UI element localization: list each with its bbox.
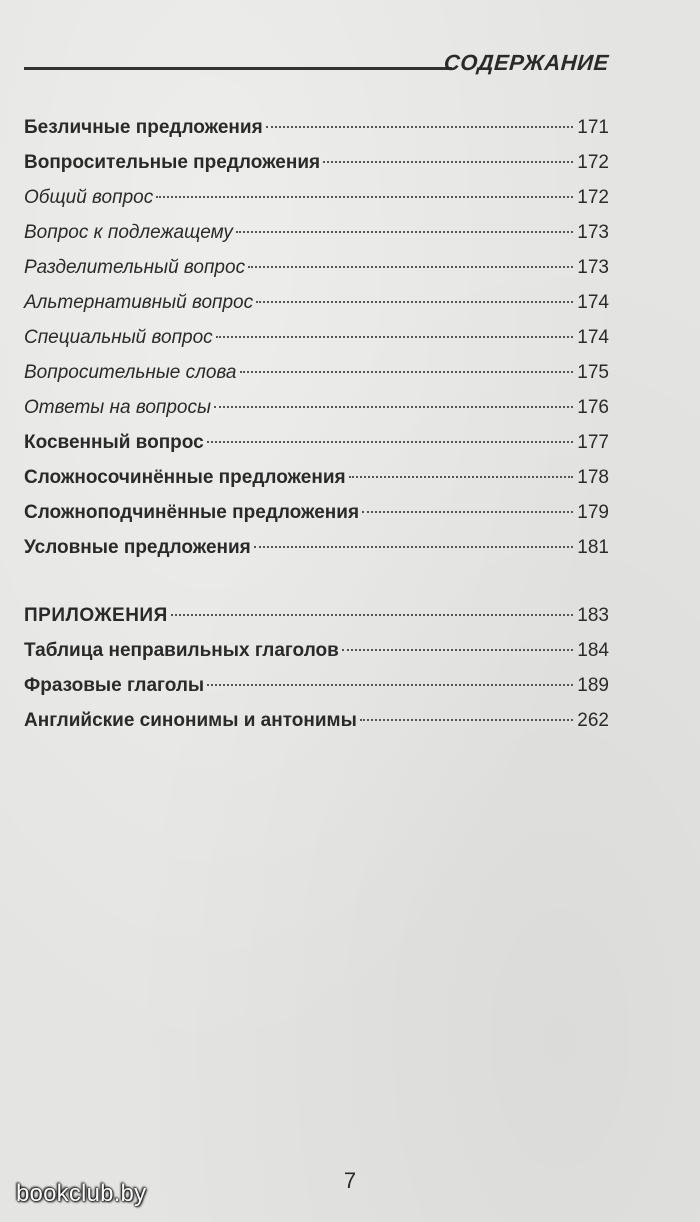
toc-entry-title: Ответы на вопросы [24,397,211,418]
dot-leader [266,126,574,128]
toc-entry-title: Разделительный вопрос [24,257,246,278]
toc-entry [24,320,609,355]
dot-leader [207,684,573,686]
toc-entry-title: Вопросительные предложения [24,152,321,173]
dot-leader [256,301,573,303]
toc-entry-page: 183 [577,605,609,626]
dot-leader [216,336,574,338]
toc-entry-page: 184 [577,640,609,661]
toc-entry [24,250,609,285]
toc-entry-page: 171 [577,117,609,138]
toc-entry [24,180,609,215]
toc-entry-title: Сложносочинённые предложения [24,467,346,488]
toc-entry-title: Специальный вопрос [24,327,213,348]
toc-entry [24,110,609,145]
toc-entry [24,703,609,738]
toc-entry-page: 262 [577,710,609,731]
toc-entry-title: Косвенный вопрос [24,432,204,453]
toc-entry [24,530,609,565]
toc-entry-page: 174 [577,327,609,348]
toc-entry [24,460,609,495]
toc-entry [24,598,609,633]
site-watermark: bookclub.by [16,1180,147,1207]
toc-list-appendices [24,598,609,738]
toc-list-main [24,110,609,565]
dot-leader [360,719,573,721]
toc-entry-page: 178 [577,467,609,488]
toc-entry-title: Общий вопрос [24,187,154,208]
header-title: СОДЕРЖАНИЕ [443,50,610,75]
toc-entry-page: 173 [577,222,609,243]
toc-entry-title: Таблица неправильных глаголов [24,640,339,661]
toc-entry [24,145,609,180]
running-header [24,48,609,84]
dot-leader [323,161,573,163]
toc-entry-title: Безличные предложения [24,117,263,138]
toc-entry-page: 172 [577,187,609,208]
toc-entry-title: Альтернативный вопрос [24,292,254,313]
dot-leader [362,511,573,513]
dot-leader [214,406,573,408]
toc-entry-page: 181 [577,537,609,558]
toc-entry-title: Вопрос к подлежащему [24,222,233,243]
toc-entry-page: 174 [577,292,609,313]
toc-entry-title: Фразовые глаголы [24,675,205,696]
dot-leader [349,476,574,478]
toc-entry-page: 172 [577,152,609,173]
toc-entry [24,668,609,703]
dot-leader [240,371,574,373]
header-rule [24,67,452,70]
page-number: 7 [343,1168,357,1193]
dot-leader [248,266,573,268]
toc-entry [24,633,609,668]
toc-entry-title: Сложноподчинённые предложения [24,502,360,523]
toc-entry-title: ПРИЛОЖЕНИЯ [24,605,168,626]
toc-entry [24,285,609,320]
toc-entry-title: Вопросительные слова [24,362,237,383]
toc-entry-page: 189 [577,675,609,696]
dot-leader [171,614,574,616]
toc-entry [24,495,609,530]
toc-entry-page: 177 [577,432,609,453]
toc-entry-title: Условные предложения [24,537,251,558]
toc-entry-title: Английские синонимы и антонимы [24,710,357,731]
toc-entry [24,390,609,425]
toc-entry-page: 176 [577,397,609,418]
toc-entry [24,425,609,460]
dot-leader [254,546,574,548]
toc-entry [24,355,609,390]
toc-entry-page: 175 [577,362,609,383]
toc-entry-page: 173 [577,257,609,278]
toc-entry-page: 179 [577,502,609,523]
toc-entry [24,215,609,250]
dot-leader [236,231,573,233]
dot-leader [342,649,573,651]
dot-leader [207,441,574,443]
dot-leader [156,196,573,198]
